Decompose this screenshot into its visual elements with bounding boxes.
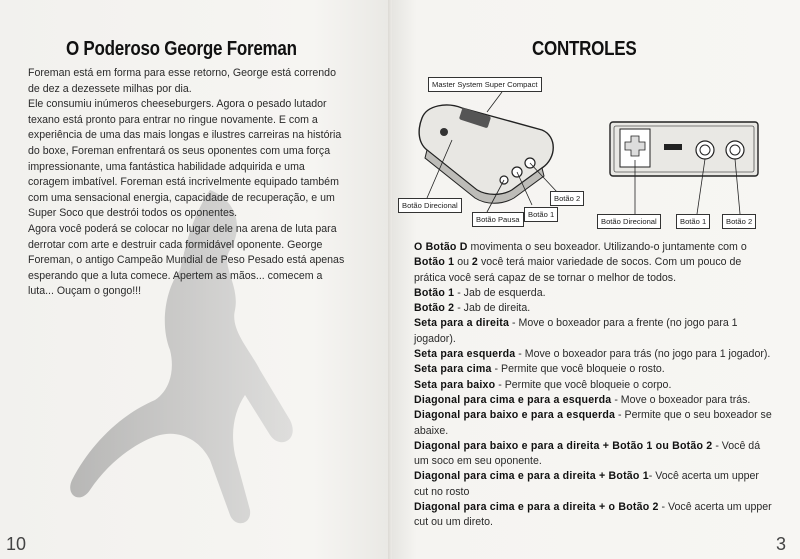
- page-number-left: 10: [6, 534, 27, 554]
- control-item: Diagonal para baixo e para a direita + Botão 1 ou Botão 2 - Você dá um soco em seu oponente.: [414, 439, 761, 468]
- control-intro: O Botão D movimenta o seu boxeador. Utilizando-o juntamente com o Botão 1 ou 2 você terá maior variedade de socos. Com um pouco de prática você será capaz de se tornar o melhor de todos.: [414, 241, 747, 284]
- label-button2-console: Botão 2: [550, 191, 584, 206]
- control-item: Botão 2 - Jab de direita.: [414, 302, 531, 315]
- label-device: Master System Super Compact: [428, 77, 542, 92]
- control-item: Diagonal para cima e para a direita + Botão 1- Você acerta um upper cut no rosto: [414, 470, 759, 498]
- controls-list: [414, 240, 774, 531]
- label-pause-button: Botão Pausa: [472, 212, 524, 227]
- console-illustration: [419, 105, 553, 203]
- page-number-right: 3: [775, 534, 786, 554]
- control-item: Seta para cima - Permite que você bloqueie o rosto.: [414, 363, 665, 376]
- right-page: [392, 0, 800, 559]
- control-item: Seta para esquerda - Move o boxeador para trás (no jogo para 1 jogador).: [414, 348, 771, 361]
- control-item: Diagonal para baixo e para a esquerda - Permite que o seu boxeador se abaixe.: [414, 409, 772, 437]
- label-button1-console: Botão 1: [524, 207, 558, 222]
- control-item: Seta para baixo - Permite que você bloqueie o corpo.: [414, 378, 672, 391]
- label-dpad-pad: Botão Direcional: [597, 214, 661, 229]
- label-button1-pad: Botão 1: [676, 214, 710, 229]
- paragraph-2: Ele consumiu inúmeros cheeseburgers. Agora o pesado lutador texano está pronto para entrar no ringue novamente. E com a experiência de uma das mais longas e ilustres carreiras na história do boxe, Foreman enfrentará os seus oponentes com uma força impressionante, uma fantástica habilidade adquirida e uma coragem imbatível. Foreman está incrivelmente equipado também com uma sensacional energia, capacidade de recuperação, e um Super Soco que destrói todos os oponentes.: [28, 98, 342, 220]
- page-title-right: CONTROLES: [532, 38, 637, 60]
- paragraph-1: Foreman está em forma para esse retorno, George está correndo de dez a dezessete milhas por dia.: [28, 67, 336, 95]
- left-page: [0, 0, 392, 559]
- control-item: Seta para a direita - Move o boxeador para a frente (no jogo para 1 jogador).: [414, 317, 738, 345]
- label-dpad-console: Botão Direcional: [398, 198, 462, 213]
- control-item: Diagonal para cima e para a esquerda - Move o boxeador para trás.: [414, 393, 751, 406]
- page-title-left: O Poderoso George Foreman: [66, 38, 297, 60]
- control-item: Botão 1 - Jab de esquerda.: [414, 286, 546, 299]
- control-item: Diagonal para cima e para a direita + o Botão 2 - Você acerta um upper cut ou um direto.: [414, 501, 772, 529]
- paragraph-3: Agora você poderá se colocar no lugar dele na arena de luta para derrotar com arte e destruir cada formidável oponente. George Foreman, o antigo Campeão Mundial de Peso Pesado está apenas esperando que a luta comece. Apertem as mãos... comecem a luta... Ouçam o gongo!!!: [28, 222, 345, 298]
- story-text: [28, 66, 348, 300]
- label-button2-pad: Botão 2: [722, 214, 756, 229]
